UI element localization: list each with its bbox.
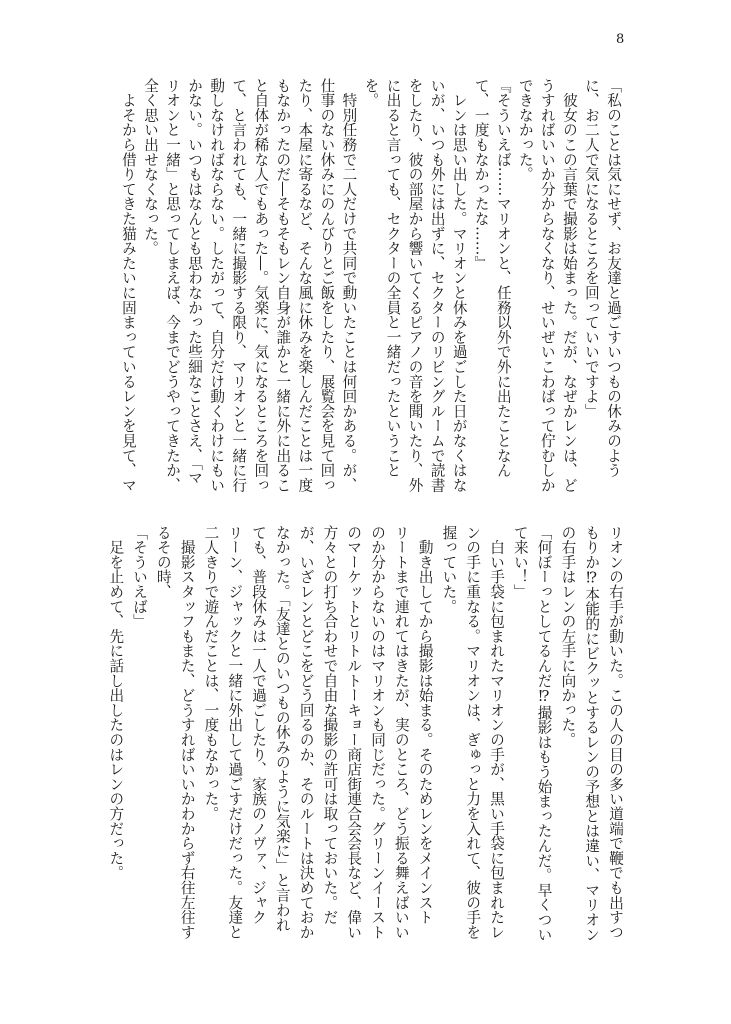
text-column: もりか⁉本能的にビクッとするレンの予想とは違い、マリオン [583, 525, 601, 942]
text-column: リオンと一緒」と思ってしまえば、今までどうやってきたか、 [164, 78, 182, 493]
text-column: 彼女のこの言葉で撮影は始まった。だが、なぜかレンは、ど [560, 78, 578, 493]
text-column: 握っていた。 [440, 525, 458, 614]
text-column: ンの手に重なる。マリオンは、ぎゅっと力を入れて、彼の手を [464, 525, 482, 940]
text-column: て、一度もなかったな……』 [472, 78, 490, 271]
text-column: 「そういえば」 [131, 525, 149, 629]
text-column: 方々との打ち合わせで自由な撮影の許可は取っておいた。だ [321, 525, 339, 925]
text-column: と自体が稀な人でもあった―。気楽に、気になるところを回っ [252, 78, 270, 493]
text-column: 動き出してから撮影は始まる。そのためレンをメインスト [416, 525, 434, 925]
text-column: かない。いつもはなんとも思わなかった些細なことさえ、「マ [186, 78, 204, 486]
text-column: に出ると言っても、セクターの全員と一緒だったということ [384, 78, 402, 478]
text-column: 撮影スタッフもまた、どうすればいいかわからず右往左往す [178, 525, 196, 940]
text-block-bottom [103, 525, 627, 945]
text-column: て、と言われても、一緒に撮影する限り、マリオンと一緒に行 [230, 78, 248, 493]
text-column: リオンの右手が動いた。この人の目の多い道端で鞭でも出すつ [607, 525, 624, 940]
text-column: 足を止めて、先に話し出したのはレンの方だった。 [107, 525, 125, 881]
text-column: レンは思い出した。マリオンと休みを過ごした日がなくはな [450, 78, 468, 493]
text-column: リートまで連れてはきたが、実のところ、どう振る舞えばいい [392, 525, 410, 940]
text-column: もなかったのだ―そもそもレン自身が誰かと一緒に外に出るこ [274, 78, 292, 493]
text-column: 「私のことは気にせず、お友達と過ごすいつもの休みのよう [605, 78, 622, 478]
text-column: のマーケットとリトルトーキョー商店街連合会会長など、偉い [345, 525, 363, 940]
text-column: 全く思い出せなくなった。 [142, 78, 160, 256]
text-column: 動しなければならない。したがって、自分だけ動くわけにもい [208, 78, 226, 493]
text-column: が、いざレンとどこをどう回るのか、そのルートは決めておか [297, 525, 315, 940]
text-column: て来い！」 [511, 525, 529, 599]
text-column: の右手はレンの左手に向かった。 [559, 525, 577, 747]
text-column: 特別任務で二人だけで共同で動いたことは何回かある。が、 [340, 78, 358, 493]
text-column: うすればいいか分からなくなり、せいぜいこわばって佇むしか [538, 78, 556, 493]
text-column: 仕事のない休みにのんびりとご飯をしたり、展覧会を見て回っ [318, 78, 336, 493]
text-column: 『そういえば……マリオンと、任務以外で外に出たことなん [494, 78, 512, 478]
text-column: リーン、ジャックと一緒に外出して過ごすだけだった。友達と [226, 525, 244, 940]
text-column: ても、普段休みは一人で過ごしたり、家族のノヴァ、ジャク [250, 525, 268, 925]
text-column: るその時、 [154, 525, 172, 599]
text-column: をしたり、彼の部屋から響いてくるピアノの音を聞いたり、外 [406, 78, 424, 493]
text-column: できなかった。 [516, 78, 534, 182]
text-column: のか分からないのはマリオンも同じだった。グリーンイースト [369, 525, 387, 940]
text-column: よそから借りてきた猫みたいに固まっているレンを見て、マ [119, 78, 137, 493]
text-column: 白い手袋に包まれたマリオンの手が、黒い手袋に包まれたレ [488, 525, 506, 940]
text-column: に、お二人で気になるところを回っていいですよ」 [582, 78, 600, 419]
text-column: いが、いつも外には出ずに、セクターのリビングルームで読書 [428, 78, 446, 493]
text-block-top [117, 78, 624, 493]
page-number: 8 [616, 32, 625, 47]
text-column: なかった。「友達とのいつもの休みのように気楽に」と言われ [273, 525, 291, 933]
text-column: を。 [362, 78, 380, 108]
text-column: 「何ぼーっとしてるんだ⁉撮影はもう始まったんだ。早くつい [535, 525, 553, 942]
text-column: たり、本屋に寄るなど、そんな風に休みを楽しんだことは一度 [296, 78, 314, 493]
text-column: 二人きりで遊んだことは、一度もなかった。 [202, 525, 220, 821]
